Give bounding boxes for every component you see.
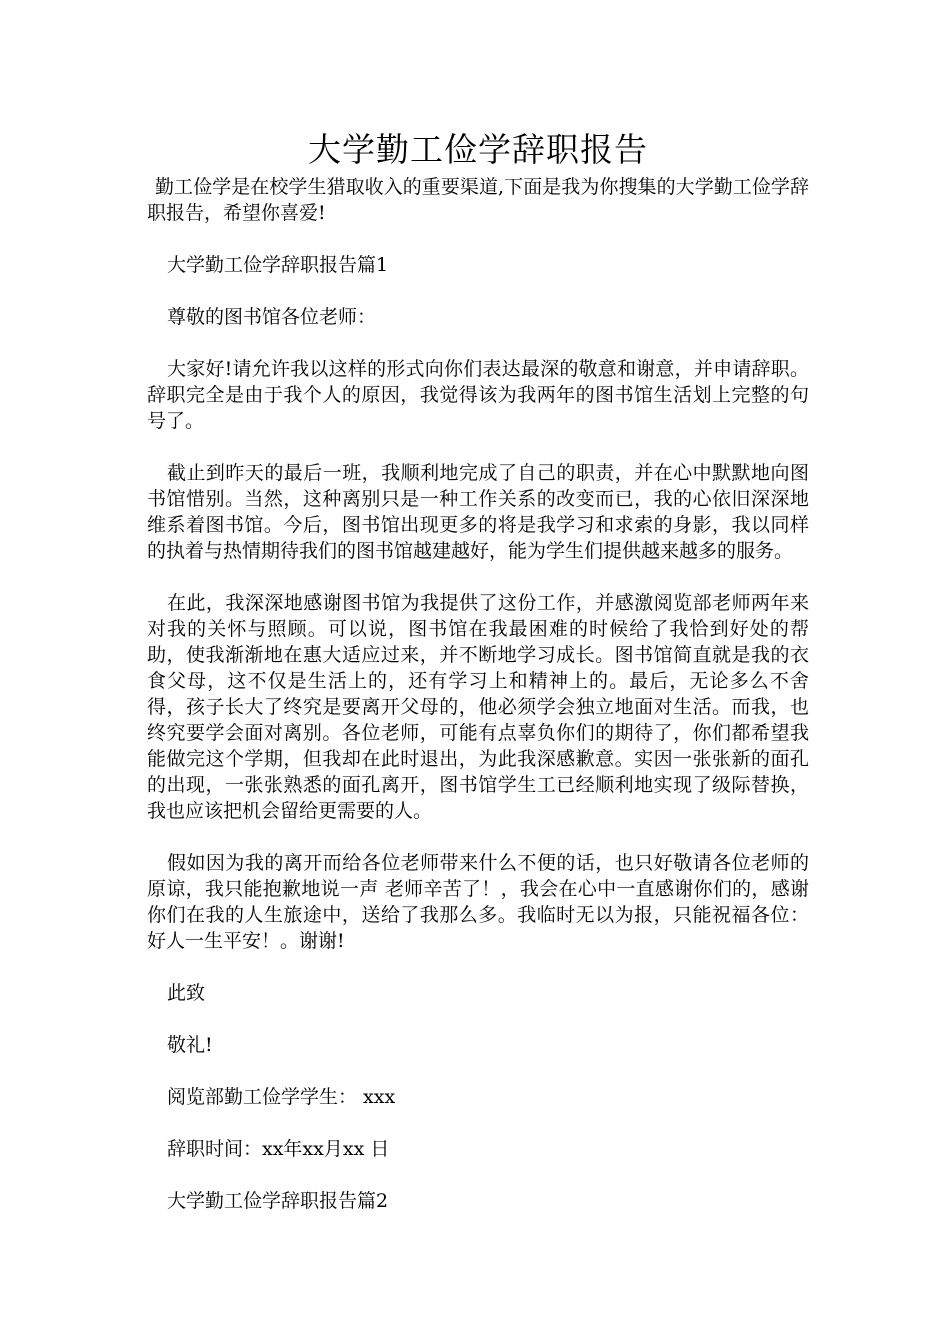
intro-paragraph: 勤工俭学是在校学生猎取收入的重要渠道,下面是我为你搜集的大学勤工俭学辞职报告，希望你喜爱!: [147, 176, 809, 224]
body-paragraph-4: 假如因为我的离开而给各位老师带来什么不便的话，也只好敬请各位老师的原谅，我只能抱歉地说一声 老师辛苦了！，我会在心中一直感谢你们的，感谢你们在我的人生旅途中，送给了我那么多。我临时无以为报，只能祝福各位： 好人一生平安！。谢谢!: [147, 852, 809, 952]
date-line: 辞职时间：xx年xx月xx 日: [167, 1138, 390, 1160]
signature-line: 阅览部勤工俭学学生： xxx: [167, 1086, 396, 1108]
document-title: 大学勤工俭学辞职报告: [308, 130, 648, 169]
section-heading-1: 大学勤工俭学辞职报告篇1: [167, 254, 389, 276]
section-heading-2: 大学勤工俭学辞职报告篇2: [167, 1190, 389, 1212]
document-page: [147, 128, 809, 1214]
salutation: 尊敬的图书馆各位老师：: [167, 306, 377, 328]
body-paragraph-1: 大家好!请允许我以这样的形式向你们表达最深的敬意和谢意，并申请辞职。辞职完全是由于我个人的原因，我觉得该为我两年的图书馆生活划上完整的句号了。: [147, 358, 809, 432]
closing-line-1: 此致: [167, 982, 206, 1004]
body-paragraph-2: 截止到昨天的最后一班，我顺利地完成了自己的职责，并在心中默默地向图书馆惜别。当然，这种离别只是一种工作关系的改变而已，我的心依旧深深地维系着图书馆。今后，图书馆出现更多的将是我学习和求索的身影，我以同样的执着与热情期待我们的图书馆越建越好，能为学生们提供越来越多的服务。: [147, 462, 809, 562]
body-paragraph-3: 在此，我深深地感谢图书馆为我提供了这份工作，并感激阅览部老师两年来对我的关怀与照顾。可以说，图书馆在我最困难的时候给了我恰到好处的帮助，使我渐渐地在惠大适应过来，并不断地学习成长。图书馆简直就是我的衣食父母，这不仅是生活上的，还有学习上和精神上的。最后，无论多么不舍得，孩子长大了终究是要离开父母的，他必须学会独立地面对生活。而我，也终究要学会面对离别。各位老师，可能有点辜负你们的期待了，你们都希望我能做完这个学期，但我却在此时退出，为此我深感歉意。实因一张张新的面孔的出现，一张张熟悉的面孔离开，图书馆学生工已经顺利地实现了级际替换，我也应该把机会留给更需要的人。: [147, 592, 809, 822]
closing-line-2: 敬礼!: [167, 1034, 213, 1056]
